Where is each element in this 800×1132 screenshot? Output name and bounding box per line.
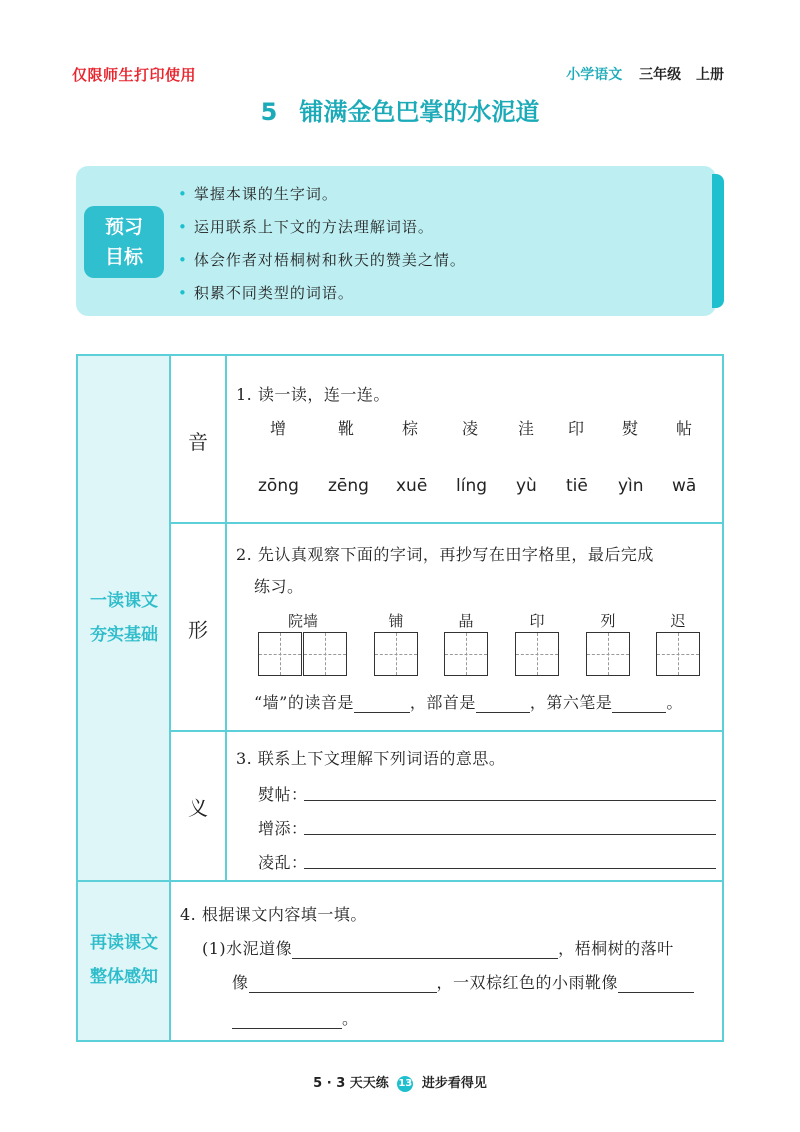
bullet-icon: • [178,284,188,302]
term-label: 凌乱： [258,853,308,872]
print-watermark: 仅限师生打印使用 [72,66,197,84]
goals-list [178,178,466,310]
tianzige-box[interactable] [303,632,347,676]
pinyin-item: xuē [396,476,428,496]
pinyin-item: tiē [566,476,588,496]
goal-item: • 体会作者对梧桐树和秋天的赞美之情。 [178,251,466,269]
hanzi-item: 靴 [338,419,355,438]
bullet-icon: • [178,218,188,236]
hanzi-item: 凌 [462,419,479,438]
goals-tag-line1: 预习 [104,216,143,238]
category-sound: 音 [188,430,208,454]
goal-item: • 积累不同类型的词语。 [178,284,354,302]
footer-brand: 5 · 3 天天练 [313,1076,389,1091]
question-2-fill-line: “墙”的读音是 ，部首是 ，第六笔是 。 [254,693,683,712]
answer-line[interactable] [304,780,716,801]
tianzige-box[interactable] [586,632,630,676]
goal-item: • 运用联系上下文的方法理解词语。 [178,218,434,236]
pinyin-item: zēng [328,476,369,496]
copy-word: 迟 [670,612,686,630]
row-divider [78,880,722,882]
pinyin-item: wā [672,476,697,496]
answer-blank[interactable] [354,693,410,713]
copy-word: 晶 [458,612,474,630]
term-label: 熨帖： [258,785,308,804]
lesson-number: 5 [260,98,278,126]
hanzi-item: 帖 [676,419,693,438]
tianzige-box[interactable] [258,632,302,676]
goal-item: • 掌握本课的生字词。 [178,185,338,203]
tianzige-box[interactable] [374,632,418,676]
hanzi-item: 印 [568,419,585,438]
bullet-icon: • [178,185,188,203]
answer-blank[interactable] [612,693,666,713]
answer-blank[interactable] [618,973,694,993]
pinyin-item: líng [456,476,488,496]
tianzige-box[interactable] [656,632,700,676]
preview-goals-tag [84,206,164,278]
category-meaning: 义 [188,796,208,820]
question-1-prompt: 1. 读一读，连一连。 [236,385,390,404]
page-footer [0,1072,800,1092]
hanzi-item: 洼 [518,419,535,438]
tianzige-box[interactable] [515,632,559,676]
lesson-title-text: 铺满金色巴掌的水泥道 [299,98,540,126]
question-4-prompt: 4. 根据课文内容填一填。 [180,905,367,924]
goals-side-bar [712,174,724,308]
pinyin-item: yìn [618,476,644,496]
question-4-line3: 。 [232,1006,359,1029]
term-label: 增添： [258,819,308,838]
copy-word: 铺 [388,612,404,630]
hanzi-item: 熨 [622,419,639,438]
category-shape: 形 [188,618,208,642]
tianzige-box[interactable] [444,632,488,676]
question-2-prompt-line1: 2. 先认真观察下面的字词，再抄写在田字格里，最后完成 [236,545,654,564]
question-3-prompt: 3. 联系上下文理解下列词语的意思。 [236,749,506,768]
answer-blank[interactable] [232,1009,342,1029]
lesson-title [0,92,800,127]
volume-label: 上册 [696,67,724,83]
section-label-overview: 再读课文 整体感知 [90,933,158,987]
row-divider [170,730,722,732]
row-divider [170,522,722,524]
answer-line[interactable] [304,848,716,869]
question-2-prompt-line2: 练习。 [254,577,304,596]
subject-label: 小学语文 [566,67,623,83]
copy-word: 列 [600,612,616,630]
page-number: 13 [397,1076,413,1092]
copy-word: 印 [529,612,545,630]
pinyin-item: yù [516,476,537,496]
answer-blank[interactable] [249,973,437,993]
copy-word: 院墙 [287,612,318,630]
answer-blank[interactable] [292,939,558,959]
pinyin-item: zōng [258,476,299,496]
answer-line[interactable] [304,814,716,835]
question-4-line2: 像 ，一双棕红色的小雨靴像 [232,970,694,993]
book-info [566,64,724,84]
hanzi-item: 增 [270,419,287,438]
hanzi-item: 棕 [402,419,419,438]
goals-tag-line2: 目标 [104,246,143,268]
question-4-line1: (1)水泥道像 ，梧桐树的落叶 [202,939,674,958]
answer-blank[interactable] [476,693,530,713]
section-label-basics: 一读课文 夯实基础 [90,591,158,645]
bullet-icon: • [178,251,188,269]
footer-slogan: 进步看得见 [421,1076,487,1091]
grade-label: 三年级 [639,67,682,83]
